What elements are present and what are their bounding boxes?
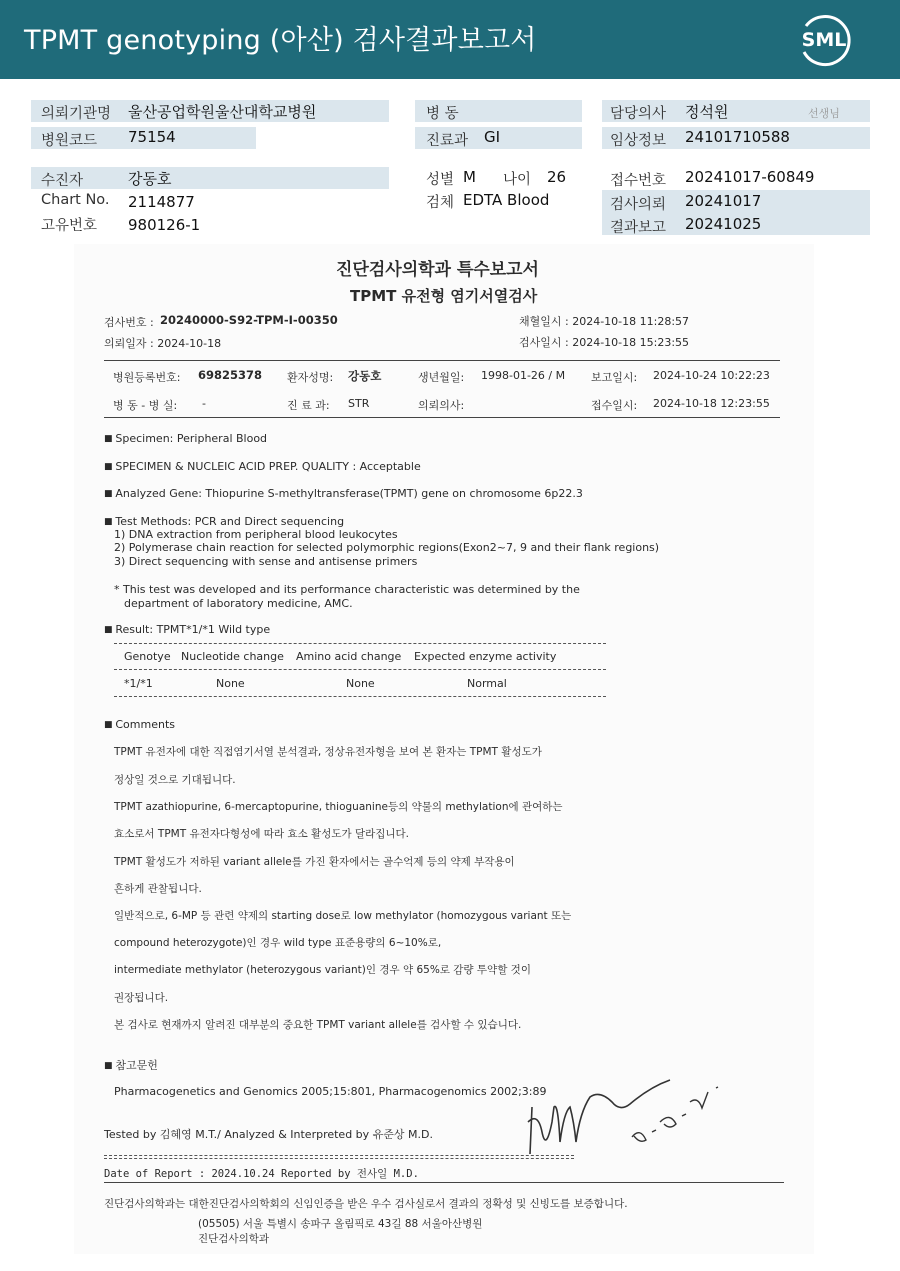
- doctor-suffix: 선생님: [808, 107, 840, 120]
- specimen-label: 검체: [426, 195, 455, 211]
- unique-no-label: 고유번호: [41, 218, 98, 234]
- comment-line: TPMT azathiopurine, 6-mercaptopurine, thioguanine등의 약물의 methylation에 관여하는: [114, 801, 563, 813]
- comment-line: 일반적으로, 6-MP 등 관련 약제의 starting dose로 low methylator (homozygous variant 또는: [114, 910, 572, 922]
- th-amino: Amino acid change: [296, 650, 402, 663]
- report-dept-value: STR: [348, 397, 370, 410]
- td-activity: Normal: [467, 677, 507, 690]
- age-value: 26: [547, 168, 567, 186]
- ward-label: 병 동: [426, 106, 459, 122]
- quality-line: ■ SPECIMEN & NUCLEIC ACID PREP. QUALITY : Acceptable: [104, 460, 421, 473]
- receipt-datetime-label: 접수일시:: [591, 399, 638, 412]
- result-line: ■ Result: TPMT*1/*1 Wild type: [104, 623, 270, 636]
- comment-line: compound heterozygote)인 경우 wild type 표준용량의 6~10%로,: [114, 937, 442, 949]
- comment-line: TPMT 활성도가 저하된 variant allele를 가진 환자에서는 골수억제 등의 약제 부작용이: [114, 856, 515, 868]
- report-label: 결과보고: [610, 220, 667, 236]
- table-mid-line: [114, 669, 606, 670]
- req-doctor-label: 의뢰의사:: [418, 399, 465, 412]
- institution-value: 울산공업학원울산대학교병원: [128, 103, 317, 121]
- signature-image: [520, 1062, 730, 1162]
- request-label: 검사의뢰: [610, 197, 667, 213]
- test-no-label: 검사번호 :: [104, 316, 154, 329]
- request-value: 20241017: [685, 192, 762, 210]
- header-bar: [0, 0, 900, 79]
- page-title: TPMT genotyping (아산) 검사결과보고서: [24, 25, 537, 56]
- sex-label: 성별: [426, 172, 455, 188]
- divider-bottom: [104, 417, 780, 418]
- comments-label: ■ Comments: [104, 718, 175, 731]
- th-activity: Expected enzyme activity: [414, 650, 557, 663]
- sml-logo: [796, 12, 852, 68]
- logo-text: SML: [801, 29, 847, 51]
- report-title: 진단검사의학과 특수보고서: [336, 260, 539, 280]
- table-bottom-line: [114, 696, 606, 697]
- patient-name-value: 강동호: [348, 369, 382, 383]
- comment-line: 권장됩니다.: [114, 992, 169, 1004]
- patient-row-bg: [31, 167, 389, 189]
- doctor-label: 담당의사: [610, 106, 667, 122]
- footer-department: 진단검사의학과: [198, 1233, 270, 1245]
- method-1: 1) DNA extraction from peripheral blood leukocytes: [114, 528, 398, 541]
- method-2: 2) Polymerase chain reaction for selected polymorphic regions(Exon2~7, 9 and their flank regions): [114, 541, 660, 554]
- doctor-value: 정석원: [685, 103, 729, 121]
- report-date-line: Date of Report : 2024.10.24 Reported by 전사일 M.D.: [104, 1168, 419, 1180]
- patient-name-label: 환자성명:: [287, 371, 334, 384]
- report-datetime-label: 보고일시:: [591, 371, 638, 384]
- method-3: 3) Direct sequencing with sense and antisense primers: [114, 555, 418, 568]
- comment-line: 본 검사로 현재까지 알려진 대부분의 중요한 TPMT variant allele를 검사할 수 있습니다.: [114, 1019, 522, 1031]
- footer-address: (05505) 서울 특별시 송파구 올림픽로 43길 88 서울아산병원: [198, 1218, 483, 1230]
- comment-line: intermediate methylator (heterozygous variant)인 경우 약 65%로 감량 투약할 것이: [114, 964, 531, 976]
- patient-label: 수진자: [41, 173, 84, 189]
- receipt-label: 접수번호: [610, 173, 667, 189]
- th-nucleotide: Nucleotide change: [181, 650, 284, 663]
- methods-line: ■ Test Methods: PCR and Direct sequencing: [104, 515, 344, 528]
- collect-datetime: 채혈일시 : 2024-10-18 11:28:57: [519, 315, 690, 328]
- chart-no-value: 2114877: [128, 193, 195, 211]
- refs-text: Pharmacogenetics and Genomics 2005;15:801, Pharmacogenomics 2002;3:89: [114, 1085, 547, 1098]
- test-datetime: 검사일시 : 2024-10-18 15:23:55: [519, 336, 690, 349]
- receipt-datetime-value: 2024-10-18 12:23:55: [653, 397, 770, 410]
- th-genotype: Genotye: [124, 650, 171, 663]
- request-date: 의뢰일자 : 2024-10-18: [104, 337, 222, 350]
- specimen-value: EDTA Blood: [463, 191, 550, 209]
- specimen-line: ■ Specimen: Peripheral Blood: [104, 432, 267, 445]
- dept-label: 진료과: [426, 133, 469, 149]
- dob-value: 1998-01-26 / M: [481, 369, 566, 382]
- unique-no-value: 980126-1: [128, 216, 201, 234]
- double-divider: [104, 1155, 574, 1159]
- comment-line: 흔하게 관찰됩니다.: [114, 883, 202, 895]
- divider-top: [104, 360, 780, 361]
- footer-divider: [104, 1182, 784, 1183]
- clinical-label: 임상정보: [610, 133, 667, 149]
- reg-no-label: 병원등록번호:: [113, 371, 181, 384]
- report-value: 20241025: [685, 215, 762, 233]
- td-amino: None: [346, 677, 375, 690]
- sex-value: M: [463, 168, 476, 186]
- age-label: 나이: [503, 172, 532, 188]
- hospital-code-value: 75154: [128, 128, 176, 146]
- report-dept-label: 진 료 과:: [287, 399, 330, 412]
- ward-room-value: -: [202, 397, 206, 410]
- report-datetime-value: 2024-10-24 10:22:23: [653, 369, 770, 382]
- patient-value: 강동호: [128, 170, 172, 188]
- comment-line: TPMT 유전자에 대한 직접염기서열 분석결과, 정상유전자형을 보여 본 환자는 TPMT 활성도가: [114, 746, 542, 758]
- institution-label: 의뢰기관명: [41, 106, 112, 122]
- ward-room-label: 병 동 - 병 실:: [113, 399, 178, 412]
- tested-by-line: Tested by 김혜영 M.T./ Analyzed & Interpreted by 유준상 M.D.: [104, 1128, 433, 1141]
- table-top-line: [114, 643, 606, 644]
- comment-line: 효소로서 TPMT 유전자다형성에 따라 효소 활성도가 달라집니다.: [114, 828, 410, 840]
- note-line-2: department of laboratory medicine, AMC.: [124, 597, 353, 610]
- chart-no-label: Chart No.: [41, 192, 110, 208]
- receipt-value: 20241017-60849: [685, 168, 815, 186]
- refs-label: ■ 참고문헌: [104, 1057, 158, 1073]
- gene-line: ■ Analyzed Gene: Thiopurine S-methyltransferase(TPMT) gene on chromosome 6p22.3: [104, 487, 583, 500]
- dept-value: GI: [484, 128, 501, 146]
- td-nucleotide: None: [216, 677, 245, 690]
- note-line-1: * This test was developed and its performance characteristic was determined by the: [114, 583, 580, 596]
- reg-no-value: 69825378: [198, 368, 263, 382]
- td-genotype: *1/*1: [124, 677, 153, 690]
- dob-label: 생년월일:: [418, 371, 465, 384]
- hospital-code-label: 병원코드: [41, 133, 98, 149]
- clinical-value: 24101710588: [685, 128, 790, 146]
- footer-certification: 진단검사의학과는 대한진단검사의학회의 신임인증을 받은 우수 검사실로서 결과의 정확성 및 신빙도를 보증합니다.: [104, 1198, 628, 1210]
- comment-line: 정상일 것으로 기대됩니다.: [114, 774, 236, 786]
- test-no-value: 20240000-S92-TPM-I-00350: [160, 313, 338, 327]
- report-subtitle: TPMT 유전형 염기서열검사: [350, 287, 538, 305]
